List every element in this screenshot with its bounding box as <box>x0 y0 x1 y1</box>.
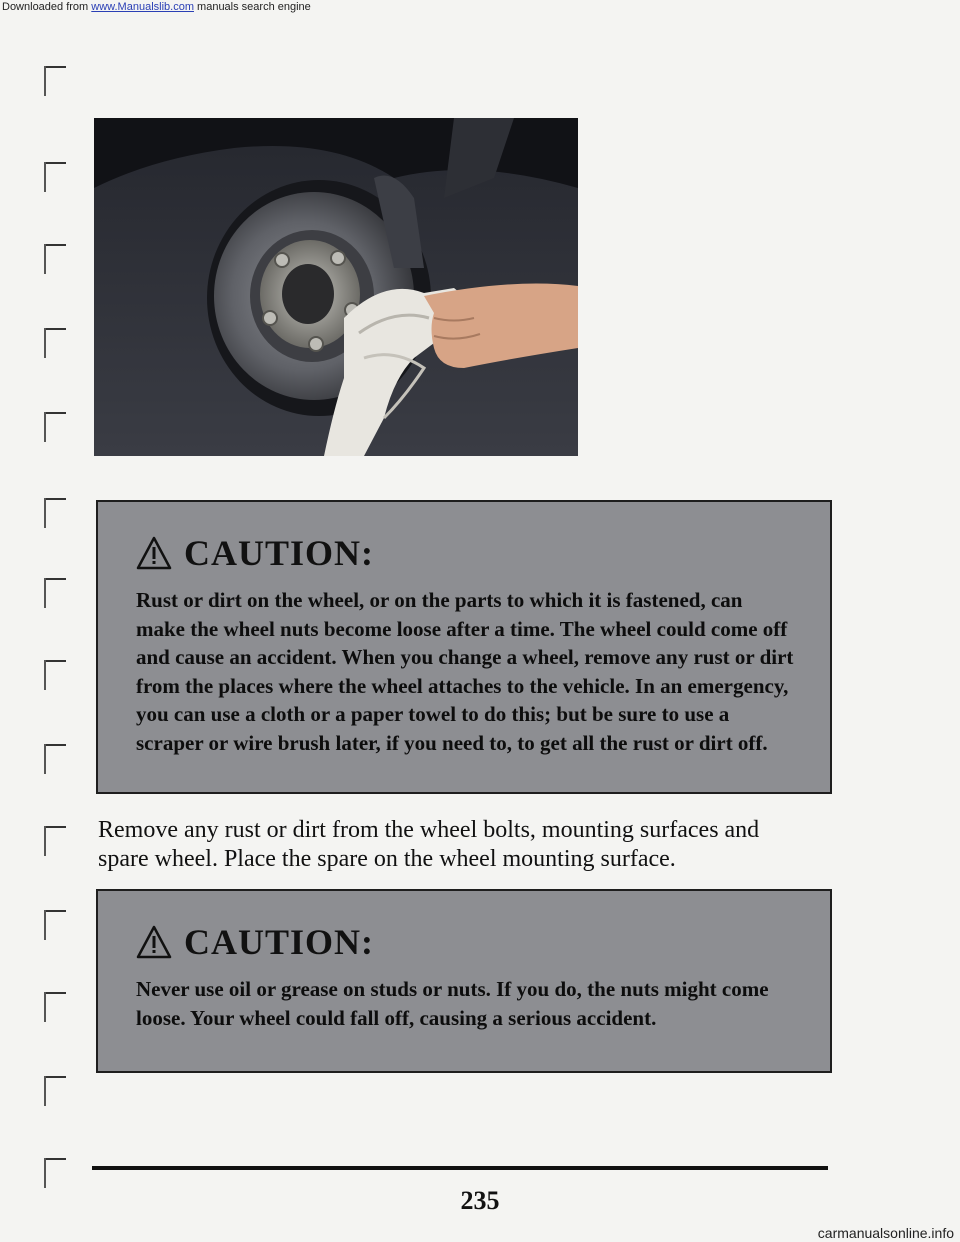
caution-header <box>136 530 800 576</box>
instruction-paragraph: Remove any rust or dirt from the wheel bolts, mounting surfaces and spare wheel. Place the spare on the wheel mounting surface. <box>98 817 760 872</box>
wheel-cleaning-photo <box>94 118 578 456</box>
crop-mark <box>44 1076 66 1110</box>
crop-mark <box>44 162 66 196</box>
crop-mark <box>44 328 66 362</box>
watermark-prefix: Downloaded from <box>2 1 92 13</box>
caution-text: Never use oil or grease on studs or nuts. If you do, the nuts might come loose. Your wheel could fall off, causing a serious accident. <box>136 977 769 1030</box>
crop-mark <box>44 578 66 612</box>
watermark-suffix: manuals search engine <box>193 1 311 13</box>
crop-mark <box>44 744 66 778</box>
warning-triangle-icon <box>136 925 172 959</box>
crop-mark <box>44 992 66 1026</box>
crop-mark <box>44 66 66 100</box>
watermark-bottom[interactable]: carmanualsonline.info <box>817 1225 954 1241</box>
page-number: 235 <box>460 1186 500 1215</box>
margin-crop-marks <box>44 0 74 1242</box>
manualslib-link[interactable]: www.Manualslib.com <box>91 1 194 13</box>
caution-header <box>136 919 800 965</box>
caution-box-rust <box>96 500 832 794</box>
crop-mark <box>44 910 66 944</box>
crop-mark <box>44 244 66 278</box>
caution-title: CAUTION: <box>184 922 375 962</box>
footer-rule <box>92 1166 828 1170</box>
crop-mark <box>44 412 66 446</box>
watermark-top <box>0 0 960 14</box>
caution-title: CAUTION: <box>184 533 375 573</box>
caution-box-oil-grease <box>96 889 832 1073</box>
crop-mark <box>44 826 66 860</box>
wheel-illustration <box>94 118 578 456</box>
warning-triangle-icon <box>136 536 172 570</box>
crop-mark <box>44 660 66 694</box>
caution-text: Rust or dirt on the wheel, or on the parts to which it is fastened, can make the wheel nuts become loose after a time. The wheel could come off and cause an accident. When you change a wheel, remove any rust or dirt from the places where the wheel attaches to the vehicle. In an emergency, you can use a cloth or a paper towel to do this; but be sure to use a scraper or wire brush later, if you need to, to get all the rust or dirt off. <box>136 588 794 755</box>
crop-mark <box>44 498 66 532</box>
